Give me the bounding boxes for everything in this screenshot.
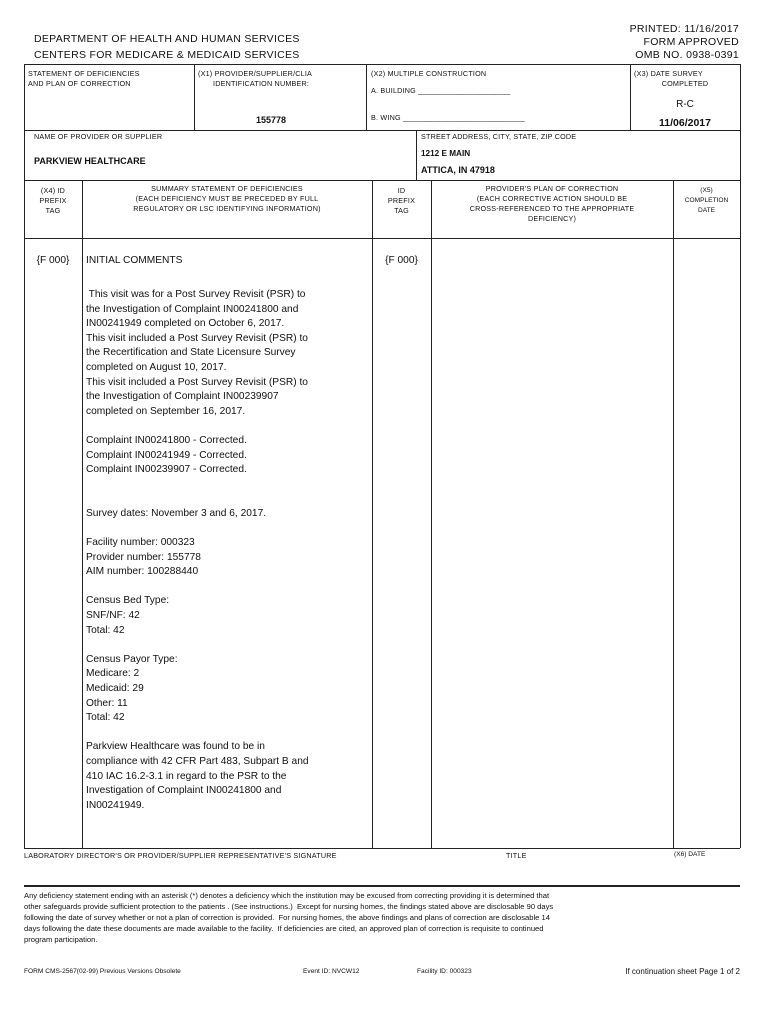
text-line: Census Payor Type: — [86, 653, 178, 665]
plan-header-line-1: PROVIDER'S PLAN OF CORRECTION — [485, 184, 619, 193]
x5-header — [673, 186, 740, 216]
x4-header-line-3: TAG — [45, 206, 61, 215]
rule-col-4 — [673, 180, 674, 848]
plan-header-line-3: CROSS-REFERENCED TO THE APPROPRIATE — [469, 204, 635, 213]
text-line: Complaint IN00241800 - Corrected. — [86, 434, 247, 446]
statement-label-1: STATEMENT OF DEFICIENCIES — [28, 69, 140, 78]
paragraph-census-payor-type — [86, 653, 370, 726]
rule-col-2 — [372, 180, 373, 848]
street-address: 1212 E MAIN — [421, 149, 471, 158]
building-label: A. BUILDING ______________________ — [371, 86, 511, 95]
title-label: TITLE — [506, 851, 527, 860]
text-line: program participation. — [24, 935, 98, 944]
text-line: the Investigation of Complaint IN00241800 and — [86, 303, 299, 315]
text-line: Census Bed Type: — [86, 595, 170, 607]
statement-label-2: AND PLAN OF CORRECTION — [28, 79, 131, 88]
text-line: days following the date these documents are made available to the facility. If deficiencies are cited, an approved plan of correction is requisite to continued — [24, 924, 544, 933]
plan-header — [431, 184, 673, 224]
text-line: compliance with 42 CFR Part 483, Subpart B and — [86, 756, 309, 767]
footer-continuation: If continuation sheet Page 1 of 2 — [625, 967, 740, 976]
text-line: Provider number: 155778 — [86, 551, 201, 563]
paragraph-survey-dates — [86, 507, 370, 522]
summary-header-line-3: REGULATORY OR LSC IDENTIFYING INFORMATION) — [133, 204, 321, 213]
plan-header-line-4: DEFICIENCY) — [527, 214, 577, 223]
rule-x2-left — [366, 64, 367, 130]
rule-columns-top — [24, 180, 740, 181]
x5-header-line-2: COMPLETION — [684, 197, 729, 204]
text-line: AIM number: 100288440 — [86, 566, 199, 578]
rule-top — [24, 64, 740, 65]
omb-number: OMB NO. 0938-0391 — [635, 49, 739, 61]
x3-date-completed: 11/06/2017 — [659, 117, 711, 129]
x3-code: R-C — [676, 99, 694, 110]
x2-label: (X2) MULTIPLE CONSTRUCTION — [371, 69, 487, 78]
form-approved: FORM APPROVED — [643, 36, 739, 48]
id-header-line-2: PREFIX — [387, 196, 416, 205]
paragraph-psr — [86, 288, 370, 419]
paragraph-census-bed-type — [86, 594, 370, 638]
text-line: following the date of survey whether or not a plan of correction is provided. For nursing homes, the above findings and plans of correction are disclosable 14 — [24, 913, 550, 922]
id-header-line-1: ID — [397, 186, 406, 195]
text-line: Survey dates: November 3 and 6, 2017. — [86, 507, 267, 519]
left-prefix-tag: {F 000} — [36, 255, 70, 266]
rule-left — [24, 64, 25, 848]
text-line: Any deficiency statement ending with an asterisk (*) denotes a deficiency which the institution may be excused from correcting providing it is determined that — [24, 891, 550, 900]
text-line: This visit included a Post Survey Revisit (PSR) to — [86, 332, 308, 344]
paragraph-compliance — [86, 740, 370, 813]
id-header-line-3: TAG — [394, 206, 409, 215]
text-line: Medicare: 2 — [86, 668, 140, 680]
initial-comments-heading: INITIAL COMMENTS — [86, 255, 183, 266]
provider-name-label: NAME OF PROVIDER OR SUPPLIER — [34, 132, 163, 141]
x4-header-line-1: (X4) ID — [40, 186, 66, 195]
text-line: 410 IAC 16.2-3.1 in regard to the PSR to the — [86, 770, 287, 782]
footer-facility-id: Facility ID: 000323 — [417, 968, 472, 975]
rule-x1-left — [194, 64, 195, 130]
printed-date: PRINTED: 11/16/2017 — [629, 23, 739, 35]
x4-header — [24, 186, 82, 216]
text-line: Total: 42 — [86, 712, 125, 724]
signature-label: LABORATORY DIRECTOR'S OR PROVIDER/SUPPLIER REPRESENTATIVE'S SIGNATURE — [24, 851, 337, 860]
text-line: SNF/NF: 42 — [86, 610, 140, 622]
text-line: Other: 11 — [86, 697, 128, 709]
summary-header-line-2: (EACH DEFICIENCY MUST BE PRECEDED BY FULL — [135, 194, 319, 203]
text-line: the Investigation of Complaint IN00239907 — [86, 391, 279, 403]
x3-label-1: (X3) DATE SURVEY — [634, 69, 703, 78]
rule-right — [740, 64, 741, 848]
rule-columns-bottom — [24, 238, 740, 239]
text-line: IN00241949. — [86, 799, 145, 811]
text-line: Investigation of Complaint IN00241800 and — [86, 785, 282, 797]
x1-label-1: (X1) PROVIDER/SUPPLIER/CLIA — [198, 69, 313, 78]
x1-label-2: IDENTIFICATION NUMBER: — [213, 79, 310, 88]
text-line: Medicaid: 29 — [86, 683, 144, 695]
footer-event-id: Event ID: NVCW12 — [303, 968, 360, 975]
x5-header-line-1: (X5) — [700, 187, 713, 194]
id-header — [372, 186, 431, 216]
address-label: STREET ADDRESS, CITY, STATE, ZIP CODE — [421, 132, 577, 141]
text-line: the Recertification and State Licensure Survey — [86, 347, 296, 359]
text-line: Parkview Healthcare was found to be in — [86, 741, 265, 753]
rule-col-1 — [82, 180, 83, 848]
city-state-zip: ATTICA, IN 47918 — [421, 165, 495, 175]
footer-form-number: FORM CMS-2567(02-99) Previous Versions Obsolete — [24, 968, 181, 975]
text-line: This visit was for a Post Survey Revisit (PSR) to — [86, 289, 306, 300]
rule-col-3 — [431, 180, 432, 848]
text-line: IN00241949 completed on October 6, 2017. — [86, 318, 285, 330]
right-prefix-tag: {F 000} — [385, 255, 418, 266]
x1-provider-number: 155778 — [256, 115, 287, 125]
summary-header — [82, 184, 372, 214]
provider-name: PARKVIEW HEALTHCARE — [34, 156, 146, 166]
rule-body-bottom — [24, 848, 740, 849]
rule-address-left — [416, 130, 417, 180]
agency-line-2: CENTERS FOR MEDICARE & MEDICAID SERVICES — [34, 49, 300, 61]
text-line: completed on September 16, 2017. — [86, 405, 246, 417]
text-line: Complaint IN00241949 - Corrected. — [86, 449, 247, 461]
summary-header-line-1: SUMMARY STATEMENT OF DEFICIENCIES — [151, 184, 303, 193]
disclaimer — [24, 890, 740, 945]
x6-date-label: (X6) DATE — [674, 851, 706, 858]
text-line: completed on August 10, 2017. — [86, 361, 227, 373]
x3-label-2: COMPLETED — [661, 79, 709, 88]
text-line: Complaint IN00239907 - Corrected. — [86, 464, 247, 476]
text-line: other safeguards provide sufficient protection to the patients . (See instructions.) Except for nursing homes, the findings stated above are disclosable 90 days — [24, 902, 554, 911]
paragraph-complaints — [86, 434, 370, 478]
deficiency-narrative — [86, 288, 370, 813]
text-line: This visit included a Post Survey Revisit (PSR) to — [86, 376, 308, 388]
plan-header-line-2: (EACH CORRECTIVE ACTION SHOULD BE — [476, 194, 628, 203]
paragraph-facility-numbers — [86, 536, 370, 580]
x5-header-line-3: DATE — [697, 207, 716, 214]
x4-header-line-2: PREFIX — [39, 196, 67, 205]
rule-signature-bottom — [24, 885, 740, 887]
text-line: Total: 42 — [86, 624, 125, 636]
agency-line-1: DEPARTMENT OF HEALTH AND HUMAN SERVICES — [34, 33, 300, 45]
rule-provider-top — [24, 130, 740, 131]
text-line: Facility number: 000323 — [86, 537, 195, 549]
wing-label: B. WING _____________________________ — [371, 113, 525, 122]
